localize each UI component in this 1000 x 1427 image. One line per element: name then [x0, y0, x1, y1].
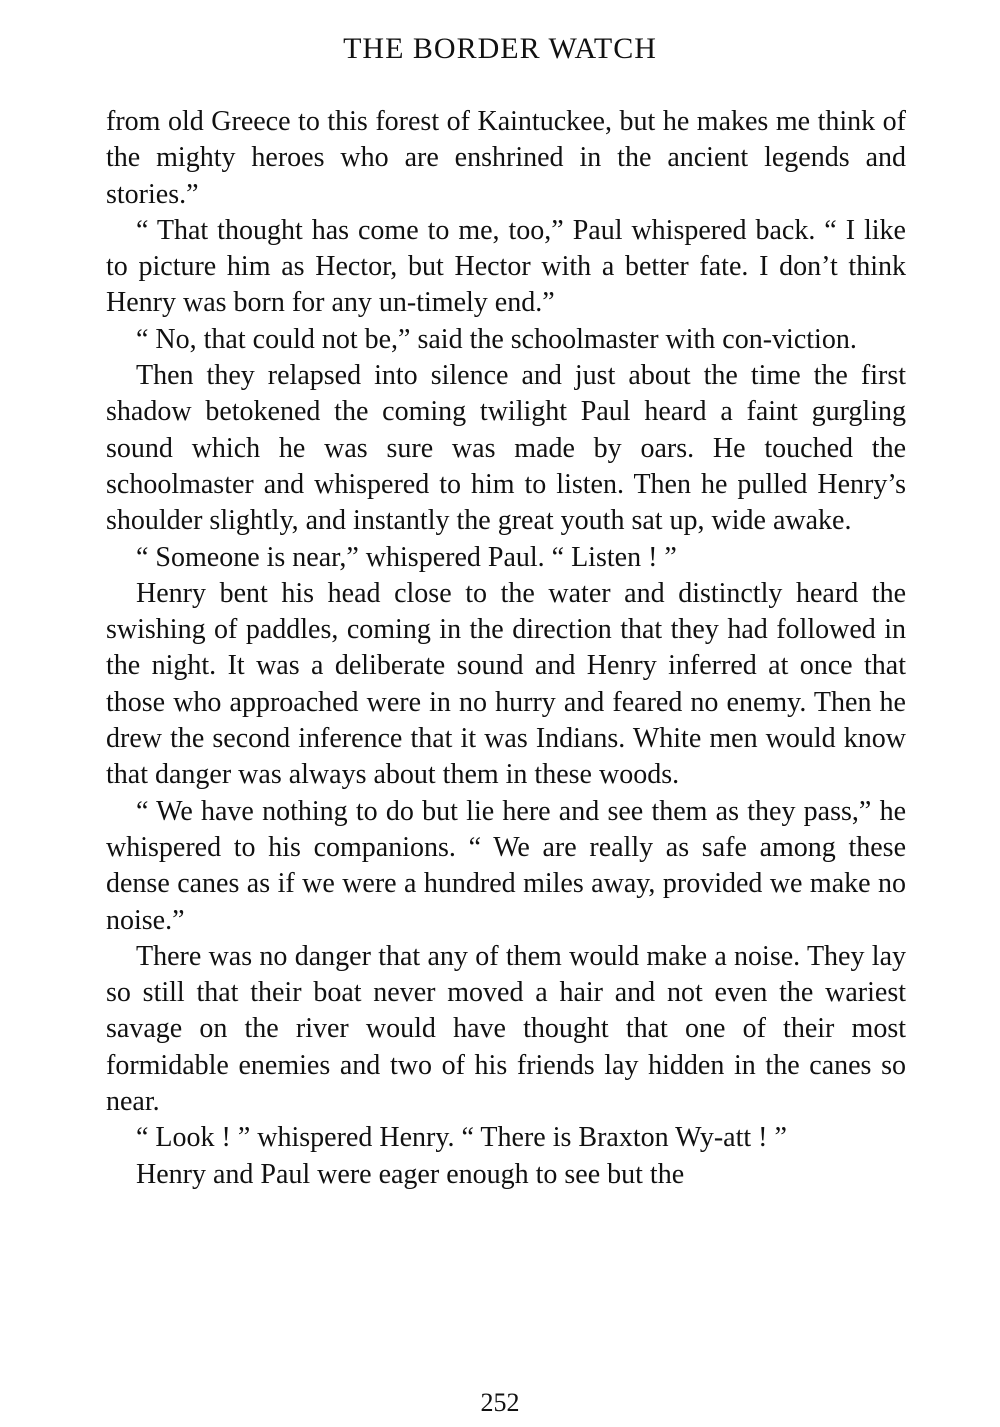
paragraph: Then they relapsed into silence and just about the time the first shadow betokened the coming twilight Paul heard a faint gurgling sound which he was sure was made by oars. He touched the schoolmaster and whispered to him to listen. Then he pulled Henry’s shoulder slightly, and instantly the great youth sat up, wide awake. [106, 360, 906, 537]
paragraph: “ Look ! ” whispered Henry. “ There is Braxton Wy-att ! ” [136, 1122, 787, 1154]
paragraph: There was no danger that any of them would make a noise. They lay so still that their boat never moved a hair and not even the wariest savage on the river would have thought that one of their most formidable enemies and two of his friends lay hidden in the canes so near. [106, 940, 906, 1118]
paragraph: “ Someone is near,” whispered Paul. “ Listen ! ” [136, 541, 677, 573]
paragraph: “ No, that could not be,” said the schoolmaster with con-viction. [136, 323, 857, 355]
paragraph: “ That thought has come to me, too,” Paul whispered back. “ I like to picture him as Hector, but Hector with a better fate. I don’t think Henry was born for any un-timely end.” [106, 214, 906, 319]
running-head-title: THE BORDER WATCH [343, 32, 657, 65]
page-number: 252 [480, 1388, 520, 1417]
paragraph: from old Greece to this forest of Kaintuckee, but he makes me think of the mighty heroes who are enshrined in the ancient legends and stories.” [106, 106, 906, 210]
paragraph: “ We have nothing to do but lie here and see them as they pass,” he whispered to his companions. “ We are really as safe among these dense canes as if we were a hundred miles away, provided we make no noise.” [106, 795, 906, 936]
body-text [106, 104, 906, 1193]
paragraph: Henry and Paul were eager enough to see but the [136, 1158, 685, 1190]
paragraph: Henry bent his head close to the water and distinctly heard the swishing of paddles, coming in the direction that they had followed in the night. It was a deliberate sound and Henry inferred at once that those who approached were in no hurry and feared no enemy. Then he drew the second inference that it was Indians. White men would know that danger was always about them in these woods. [106, 577, 906, 791]
